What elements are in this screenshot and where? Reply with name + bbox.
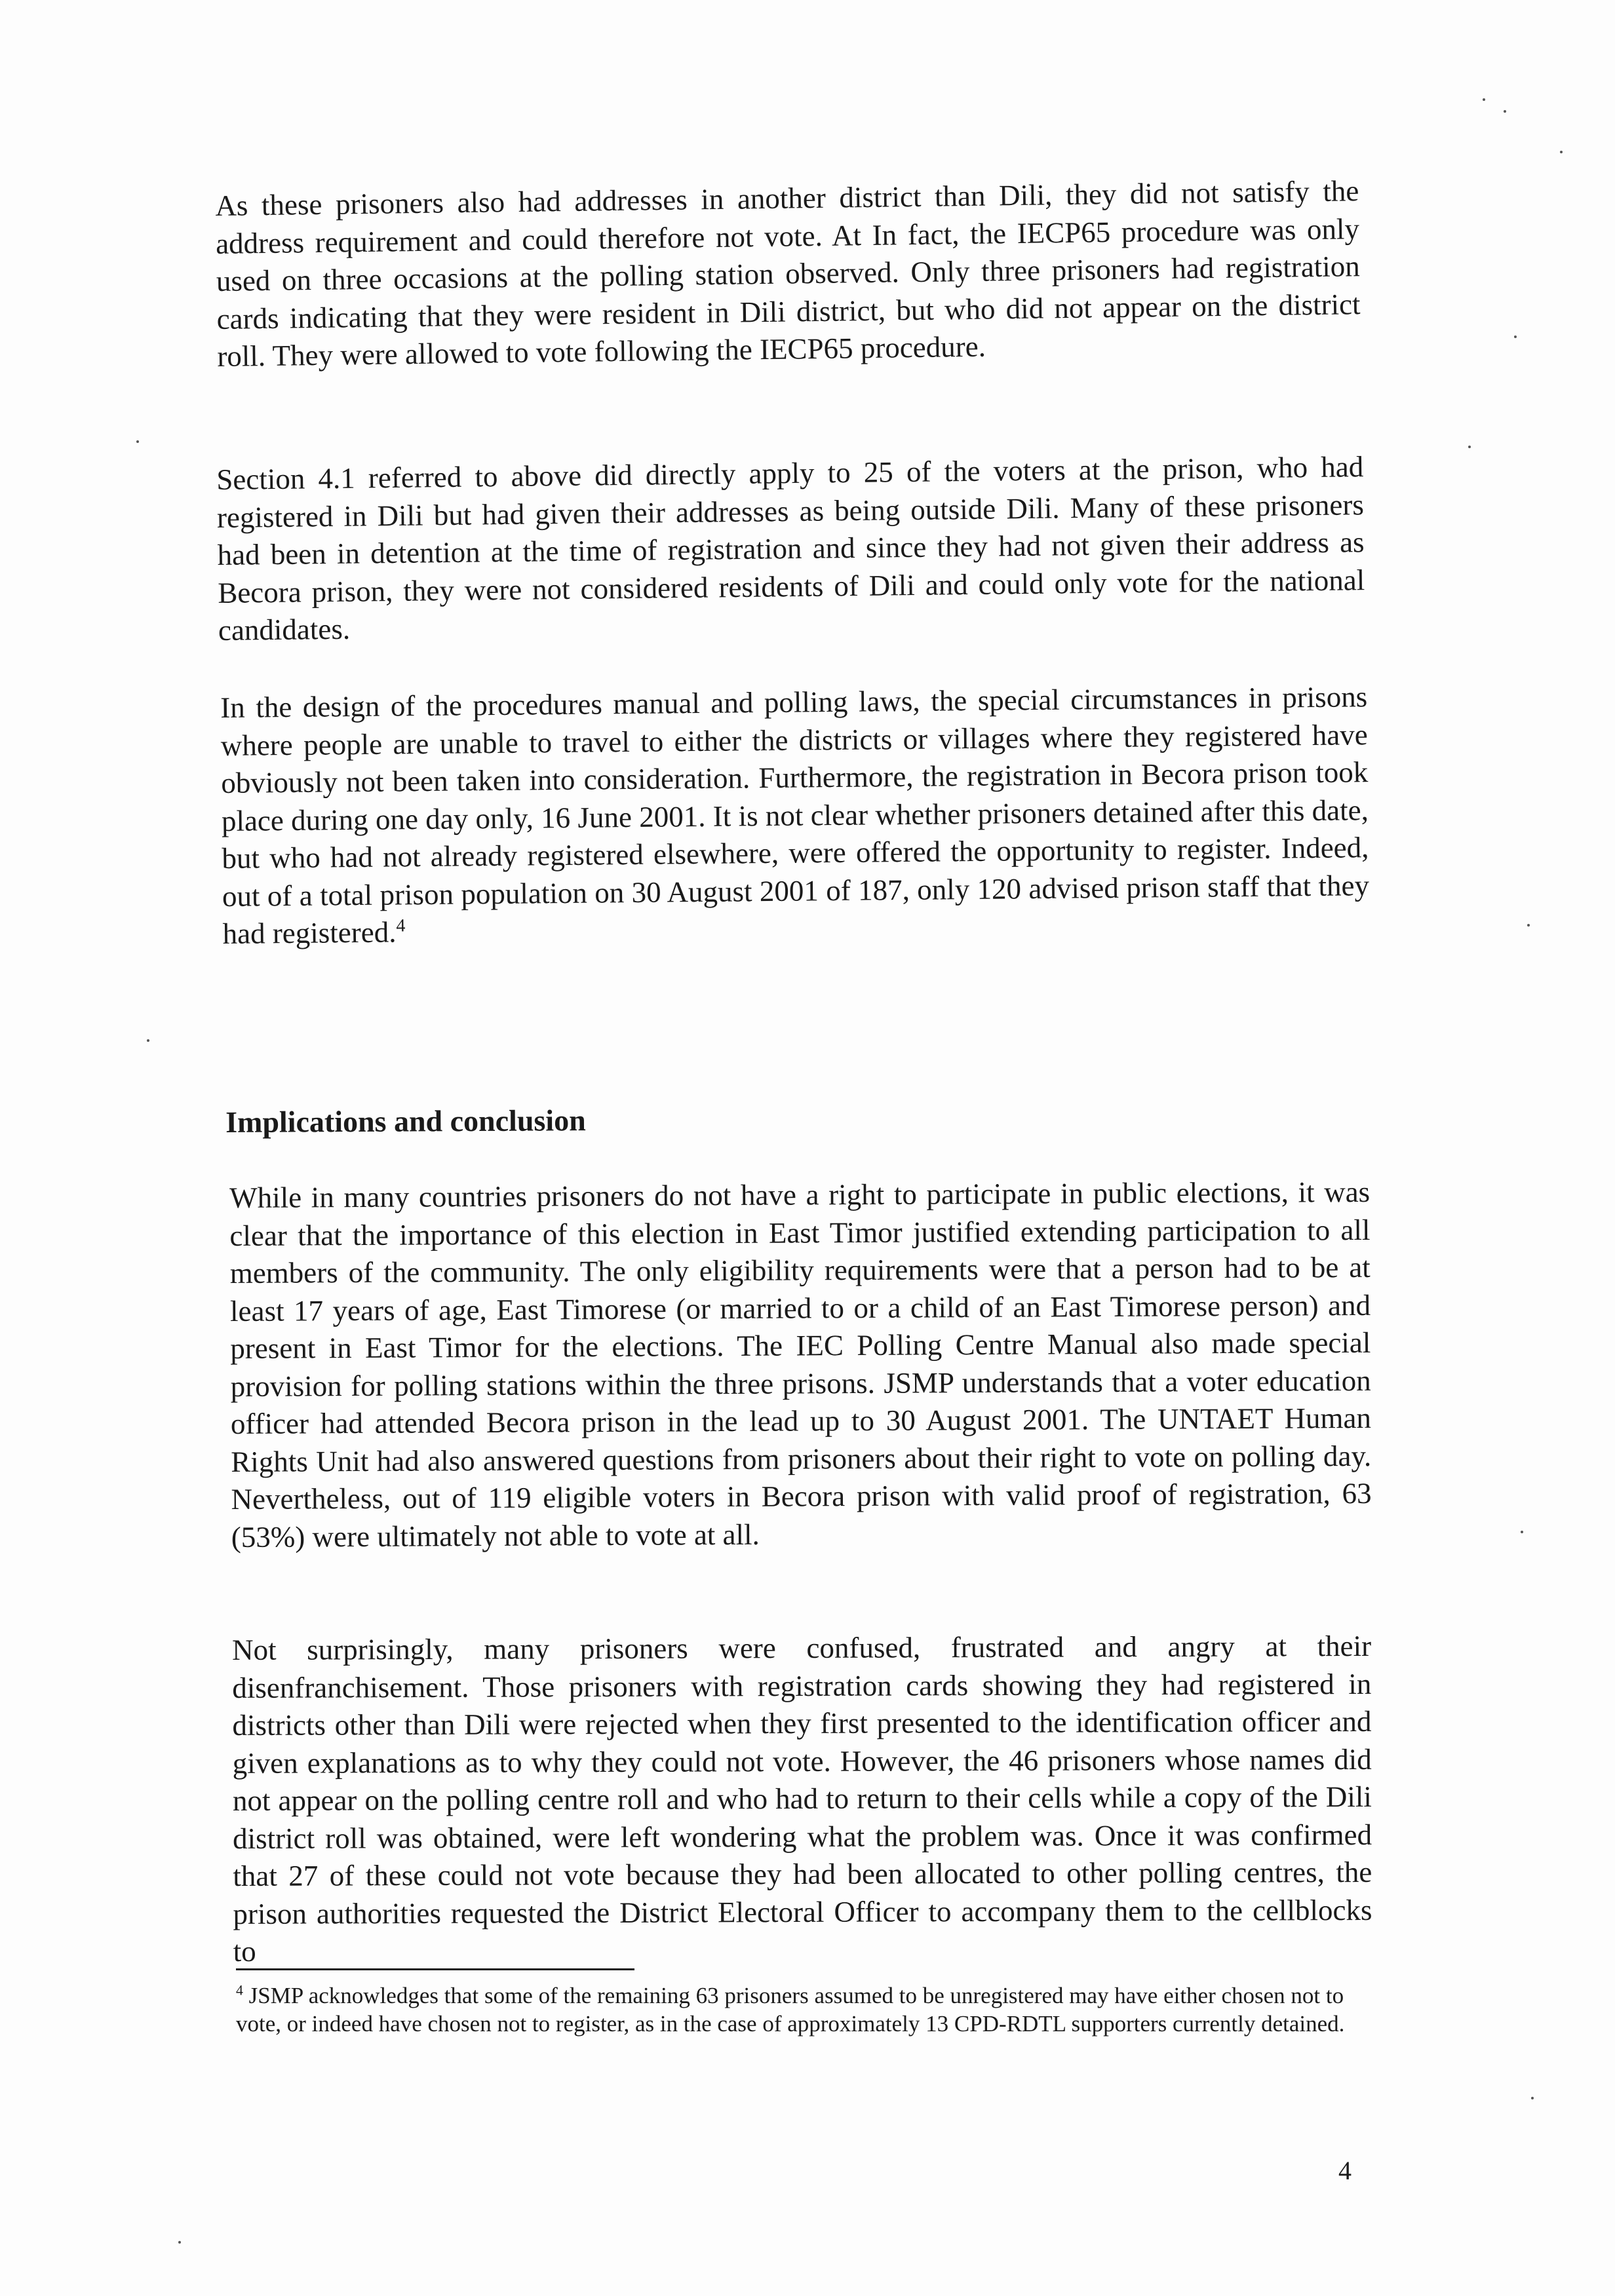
scan-speck — [1514, 335, 1517, 338]
footnote-reference: 4 — [396, 915, 406, 936]
scan-speck — [147, 1039, 149, 1042]
body-paragraph: Not surprisingly, many prisoners were confused, frustrated and angry at their disenfranchisement. Those prisoners with registration cards showing they had registered in districts other than Dili were rejected when they first presented to the identification officer and given explanations as to why they could not vote. However, the 46 prisoners whose names did not appear on the polling centre roll and who had to return to their cells while a copy of the Dili district roll was obtained, were left wondering what the problem was. Once it was confirmed that 27 of these could not vote because they had been allocated to other polling centres, the prison authorities requested the District Electoral Officer to accompany them to the cellblocks to — [232, 1629, 1372, 1968]
scan-speck — [136, 440, 139, 443]
footnote-marker: 4 — [236, 1982, 243, 1999]
footnote — [236, 1981, 1350, 2038]
scan-speck — [178, 2241, 181, 2244]
scan-speck — [1504, 110, 1506, 113]
section-heading: Implications and conclusion — [225, 1103, 586, 1139]
scan-speck — [1527, 924, 1530, 927]
page-number: 4 — [1338, 2156, 1352, 2185]
scan-speck — [1483, 98, 1485, 101]
body-paragraph: Section 4.1 referred to above did directly apply to 25 of the voters at the prison, who had registered in Dili but had given their addresses as being outside Dili. Many of these prisoners had been in detention at the time of registration and since they had not given their address as Becora prison, they were not considered residents of Dili and could only vote for the national candidates. — [216, 450, 1365, 647]
paragraph-text: In the design of the procedures manual and polling laws, the special circumstances in prisons where people are unable to travel to either the districts or villages where they registered have obviously not been taken into consideration. Furthermore, the registration in Becora prison took place during one day only, 16 June 2001. It is not clear whether prisoners detained after this date, but who had not already registered elsewhere, were offered the opportunity to register. Indeed, out of a total prison population on 30 August 2001 of 187, only 120 advised prison staff that they had registered. — [220, 680, 1370, 950]
scan-speck — [1468, 446, 1471, 448]
body-paragraph: While in many countries prisoners do not have a right to participate in public elections, it was clear that the importance of this election in East Timor justified extending participation to all members of the community. The only eligibility requirements were that a person had to be at least 17 years of age, East Timorese (or married to or a child of an East Timorese person) and present in East Timor for the elections. The IEC Polling Centre Manual also made special provision for polling stations within the three prisons. JSMP understands that a voter education officer had attended Becora prison in the lead up to 30 August 2001. The UNTAET Human Rights Unit had also answered questions from prisoners about their right to vote on polling day. Nevertheless, out of 119 eligible voters in Becora prison with valid proof of registration, 63 (53%) were ultimately not able to vote at all. — [229, 1175, 1372, 1554]
scan-speck — [1560, 151, 1563, 153]
footnote-text: JSMP acknowledges that some of the remaining 63 prisoners assumed to be unregistered may have either chosen not to vote, or indeed have chosen not to register, as in the case of approximately 13 CPD-RDTL supporters currently detained. — [236, 1983, 1345, 2037]
footnote-separator — [236, 1968, 634, 1970]
body-paragraph — [220, 678, 1370, 953]
scan-speck — [1531, 2097, 1534, 2099]
body-paragraph: As these prisoners also had addresses in another district than Dili, they did not satisfy the address requirement and could therefore not vote. At In fact, the IECP65 procedure was only used on three occasions at the polling station observed. Only three prisoners had registration cards indicating that they were resident in Dili district, but who did not appear on the district roll. They were allowed to vote following the IECP65 procedure. — [215, 174, 1361, 373]
scan-speck — [1521, 1531, 1523, 1533]
